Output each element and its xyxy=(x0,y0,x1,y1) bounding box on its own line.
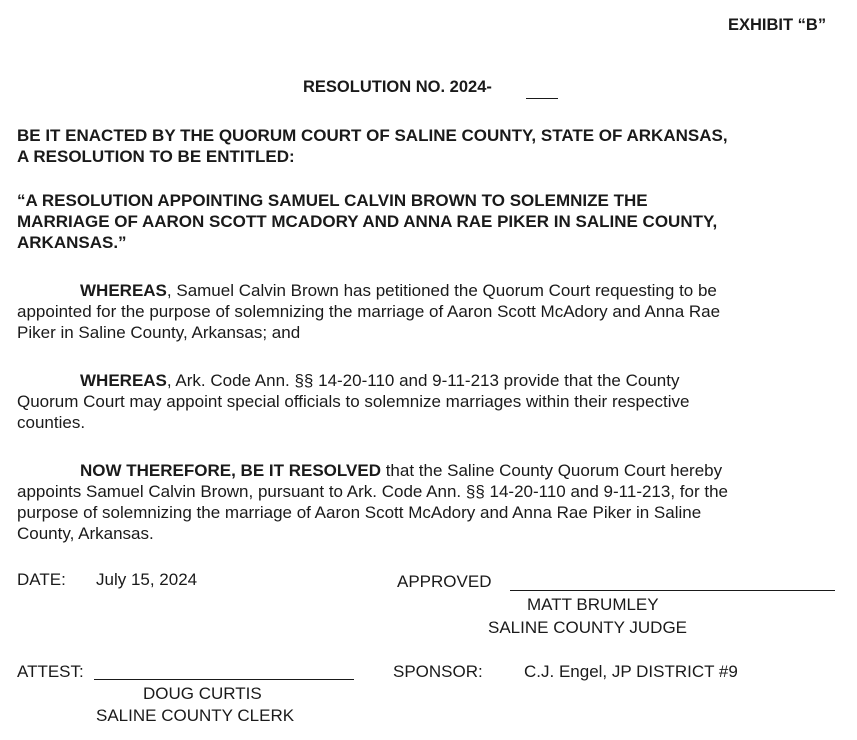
approved-name: MATT BRUMLEY xyxy=(527,595,659,614)
approved-label: APPROVED xyxy=(397,572,492,591)
date-value: July 15, 2024 xyxy=(96,570,198,589)
attest-signature-line xyxy=(94,679,354,680)
attest-title: SALINE COUNTY CLERK xyxy=(96,706,295,725)
date-label: DATE: xyxy=(17,570,66,589)
resolved-line-3: purpose of solemnizing the marriage of Aaron Scott McAdory and Anna Rae Piker in Saline xyxy=(17,503,702,522)
sponsor-label: SPONSOR: xyxy=(393,662,483,681)
resolved-line-1 xyxy=(17,460,842,481)
whereas-1-line-2: appointed for the purpose of solemnizing the marriage of Aaron Scott McAdory and Anna Rae xyxy=(17,302,721,321)
approved-signature-line xyxy=(510,590,835,591)
resolution-number-text: RESOLUTION NO. 2024- xyxy=(303,78,492,96)
attest-name: DOUG CURTIS xyxy=(143,684,262,703)
enacted-clause xyxy=(17,125,842,167)
whereas-1-lead: WHEREAS xyxy=(80,281,167,300)
whereas-paragraph-2 xyxy=(17,370,842,433)
resolved-lead: NOW THEREFORE, BE IT RESOLVED xyxy=(80,461,381,480)
resolved-line-2: appoints Samuel Calvin Brown, pursuant to Ark. Code Ann. §§ 14-20-110 and 9-11-213, for the xyxy=(17,482,728,501)
resolution-number xyxy=(303,78,492,97)
whereas-2-line-3: counties. xyxy=(17,413,86,432)
resolved-text-1: that the Saline County Quorum Court hereby xyxy=(380,461,723,480)
exhibit-label: EXHIBIT “B” xyxy=(728,16,827,34)
title-line-2: MARRIAGE OF AARON SCOTT MCADORY AND ANNA RAE PIKER IN SALINE COUNTY, xyxy=(17,212,718,231)
resolved-paragraph xyxy=(17,460,842,544)
approved-title: SALINE COUNTY JUDGE xyxy=(488,618,688,637)
whereas-2-line-2: Quorum Court may appoint special officials to solemnize marriages within their respective xyxy=(17,392,690,411)
whereas-2-text-1: , Ark. Code Ann. §§ 14-20-110 and 9-11-213 provide that the County xyxy=(166,371,680,390)
whereas-paragraph-1 xyxy=(17,280,842,343)
whereas-1-line-3: Piker in Saline County, Arkansas; and xyxy=(17,323,301,342)
attest-label: ATTEST: xyxy=(17,662,84,681)
title-line-1: “A RESOLUTION APPOINTING SAMUEL CALVIN BROWN TO SOLEMNIZE THE xyxy=(17,191,648,210)
whereas-1-line-1 xyxy=(17,280,842,301)
sponsor-value: C.J. Engel, JP DISTRICT #9 xyxy=(524,662,738,681)
whereas-2-lead: WHEREAS xyxy=(80,371,167,390)
whereas-1-text-1: , Samuel Calvin Brown has petitioned the Quorum Court requesting to be xyxy=(166,281,717,300)
title-line-3: ARKANSAS.” xyxy=(17,233,127,252)
resolution-title xyxy=(17,190,842,253)
resolution-number-blank xyxy=(526,98,558,99)
resolved-line-4: County, Arkansas. xyxy=(17,524,154,543)
enacted-line-2: A RESOLUTION TO BE ENTITLED: xyxy=(17,147,295,166)
whereas-2-line-1 xyxy=(17,370,842,391)
enacted-line-1: BE IT ENACTED BY THE QUORUM COURT OF SALINE COUNTY, STATE OF ARKANSAS, xyxy=(17,126,728,145)
